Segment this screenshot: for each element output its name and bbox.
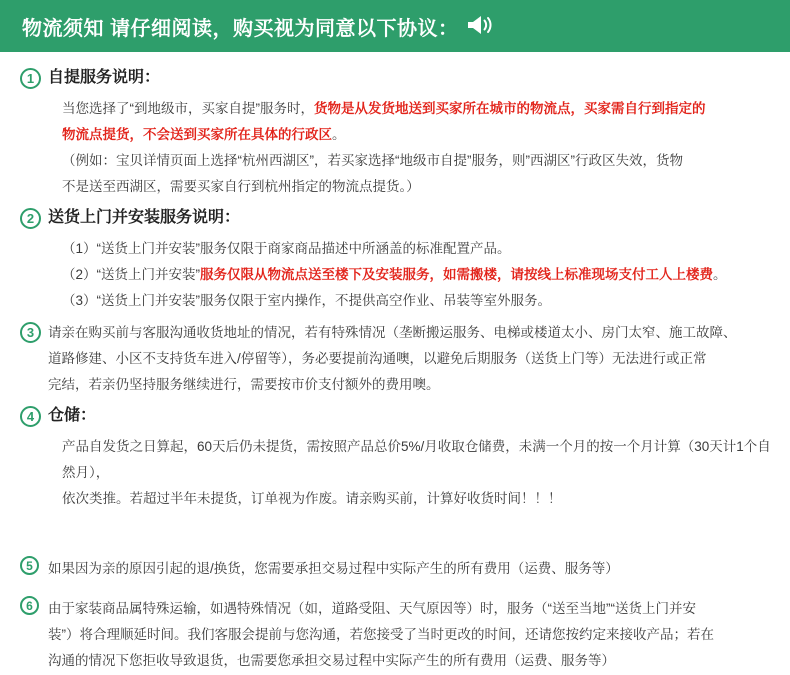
megaphone-icon <box>465 13 495 39</box>
section-number-badge: 4 <box>20 406 41 427</box>
text-run-highlight: 货物是从发货地送到买家所在城市的物流点，买家需自行到指定的 <box>314 101 706 116</box>
banner <box>0 0 790 52</box>
section-4 <box>14 404 772 512</box>
section-paragraph: 道路修建、小区不支持货车进入/停留等），务必要提前沟通噢，以避免后期服务（送货上门等）无法进行或正常 <box>48 351 707 366</box>
text-run: 。 <box>713 267 727 282</box>
section-paragraph: （3）“送货上门并安装”服务仅限于室内操作，不提供高空作业、吊装等室外服务。 <box>62 293 551 308</box>
text-run: 。 <box>332 127 346 142</box>
section-paragraph: 请亲在购买前与客服沟通收货地址的情况，若有特殊情况（垄断搬运服务、电梯或楼道太小、房门太窄、施工故障、 <box>48 325 737 340</box>
section-6 <box>14 596 772 674</box>
section-title: 自提服务说明： <box>48 69 161 86</box>
section-title: 仓储： <box>48 407 97 424</box>
section-paragraph: （1）“送货上门并安装”服务仅限于商家商品描述中所涵盖的标准配置产品。 <box>62 241 511 256</box>
section-paragraph: 产品自发货之日算起，60天后仍未提货，需按照产品总价5%/月收取仓储费，未满一个月的按一个月计算（30天计1个自然月）， <box>62 439 771 480</box>
section-paragraph <box>48 96 772 122</box>
text-run: （2）“送货上门并安装” <box>62 267 200 282</box>
notice-body <box>0 52 790 674</box>
section-paragraph: 完结，若亲仍坚持服务继续进行，需要按市价支付额外的费用噢。 <box>48 377 440 392</box>
section-1 <box>14 66 772 200</box>
section-paragraph <box>48 122 772 148</box>
section-paragraph: 由于家装商品属特殊运输，如遇特殊情况（如，道路受阻、天气原因等）时，服务（“送至当地”“送货上门并安 <box>48 601 696 616</box>
section-number-badge: 5 <box>20 556 39 575</box>
section-3 <box>14 320 772 398</box>
section-number-badge: 3 <box>20 322 41 343</box>
section-title: 送货上门并安装服务说明： <box>48 209 241 226</box>
section-paragraph: 依次类推。若超过半年未提货，订单视为作废。请亲购买前，计算好收货时间！！！ <box>62 491 562 506</box>
section-paragraph: （例如：宝贝详情页面上选择“杭州西湖区”，若买家选择“地级市自提”服务，则”西湖区”行政区失效，货物 <box>62 153 683 168</box>
section-number-badge: 1 <box>20 68 41 89</box>
text-run-highlight: 物流点提货，不会送到买家所在具体的行政区 <box>62 127 332 142</box>
banner-title: 物流须知 请仔细阅读，购买视为同意以下协议： <box>22 17 459 40</box>
section-paragraph: 如果因为亲的原因引起的退/换货，您需要承担交易过程中实际产生的所有费用（运费、服务等） <box>48 561 619 576</box>
section-paragraph: 沟通的情况下您拒收导致退货，也需要您承担交易过程中实际产生的所有费用（运费、服务等） <box>48 653 615 668</box>
section-paragraph: 不是送至西湖区，需要买家自行到杭州指定的物流点提货。） <box>62 179 420 194</box>
section-5 <box>14 556 772 582</box>
section-paragraph: 装”）将合理顺延时间。我们客服会提前与您沟通，若您接受了当时更改的时间，还请您按约定来接收产品；若在 <box>48 627 714 642</box>
section-2 <box>14 206 772 314</box>
text-run: 当您选择了“到地级市，买家自提”服务时， <box>62 101 314 116</box>
section-number-badge: 2 <box>20 208 41 229</box>
section-number-badge: 6 <box>20 596 39 615</box>
text-run-highlight: 服务仅限从物流点送至楼下及安装服务，如需搬楼，请按线上标准现场支付工人上楼费 <box>200 267 713 282</box>
section-paragraph <box>48 262 772 288</box>
